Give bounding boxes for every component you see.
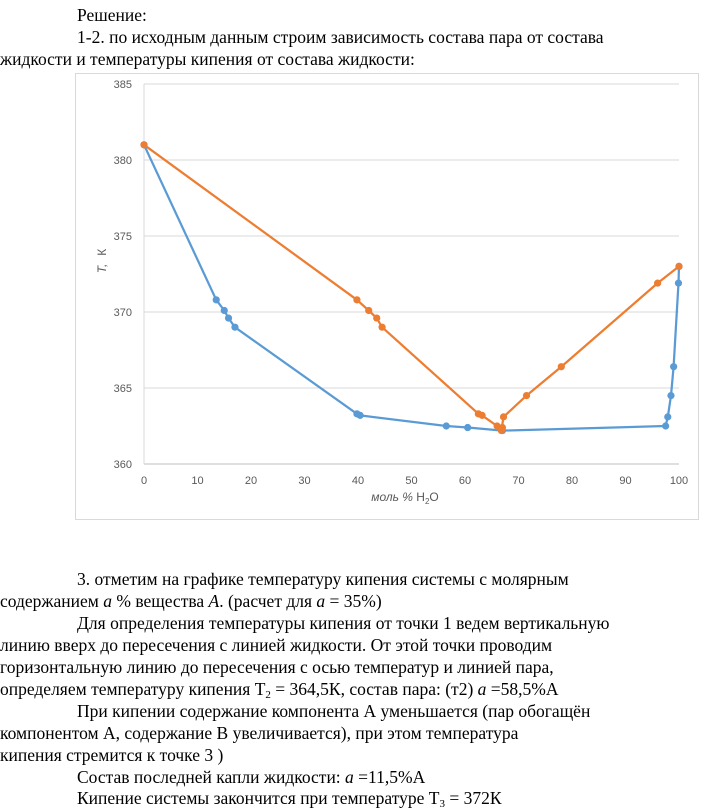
data-point-2 (654, 280, 661, 287)
data-point-2 (675, 263, 682, 270)
data-point-1 (464, 424, 471, 431)
y-axis-label: T,К (95, 248, 109, 274)
paragraph-5-line-3: кипения стремится к точке 3 ) (0, 745, 224, 765)
data-point-2 (523, 392, 530, 399)
data-point-1 (667, 392, 674, 399)
gridlines (144, 84, 679, 464)
paragraph-6: Состав последней капли жидкости: a =11,5%А (77, 767, 426, 787)
paragraph-5-line-2: компонентом А, содержание В увеличивается), при этом температура (0, 723, 519, 743)
x-tick-label: 10 (191, 475, 204, 487)
x-tick-label: 70 (512, 475, 525, 487)
data-point-2 (378, 324, 385, 331)
heading: Решение: (77, 5, 147, 25)
data-point-1 (443, 422, 450, 429)
data-point-2 (498, 427, 505, 434)
y-tick-label: 380 (113, 155, 132, 167)
data-point-1 (670, 363, 677, 370)
paragraph-5-line-1: При кипении содержание компонента А уменьшается (пар обогащён (77, 701, 591, 721)
data-point-1 (221, 307, 228, 314)
x-tick-label: 90 (619, 475, 632, 487)
data-point-2 (140, 141, 147, 148)
y-tick-label: 360 (113, 459, 132, 471)
data-point-1 (213, 296, 220, 303)
x-tick-label: 30 (298, 475, 311, 487)
x-tick-label: 100 (669, 475, 689, 487)
x-tick-label: 80 (565, 475, 579, 487)
y-tick-label: 385 (113, 79, 132, 91)
paragraph-1-line-1: 1-2. по исходным данным строим зависимость состава пара от состава (77, 27, 604, 47)
data-point-2 (365, 307, 372, 314)
data-point-1 (225, 314, 232, 321)
paragraph-3-line-2: содержанием a % вещества A. (расчет для a = 35%) (0, 591, 382, 611)
data-point-2 (500, 413, 507, 420)
data-point-1 (231, 324, 238, 331)
data-point-1 (662, 422, 669, 429)
x-tick-labels (141, 475, 688, 487)
data-point-1 (357, 412, 364, 419)
paragraph-4-line-1: Для определения температуры кипения от точки 1 ведем вертикальную (77, 613, 610, 633)
y-tick-label: 370 (113, 307, 132, 319)
x-axis-label: моль % $H_2O$ (371, 490, 439, 506)
chart-frame (75, 73, 699, 520)
data-point-1 (664, 413, 671, 420)
data-point-2 (558, 363, 565, 370)
x-tick-label: 20 (244, 475, 258, 487)
paragraph-4-line-3: горизонтальную линию до пересечения с осью температур и линией пара, (0, 657, 554, 677)
paragraph-4-line-4: определяем температуру кипения $Т_2 = 364,5К$, состав пара: (т2) a =58,5%А (0, 679, 559, 701)
x-tick-label: 50 (405, 475, 418, 487)
paragraph-1-line-2: жидкости и температуры кипения от состава жидкости: (0, 49, 415, 69)
data-point-2 (353, 296, 360, 303)
boiling-diagram-chart (76, 74, 698, 519)
series-points (140, 141, 682, 434)
y-tick-label: 365 (113, 383, 132, 395)
paragraph-4-line-2: линию вверх до пересечения с линией жидкости. От этой точки проводим (0, 635, 553, 655)
data-point-2 (479, 412, 486, 419)
x-tick-label: 40 (351, 475, 365, 487)
data-point-1 (675, 280, 682, 287)
x-tick-label: 0 (140, 475, 148, 487)
paragraph-7: Кипение системы закончится при температуре $Т_3 = 372К$ (77, 788, 502, 810)
y-tick-label: 375 (113, 231, 132, 243)
data-point-2 (373, 314, 380, 321)
y-tick-labels (114, 79, 132, 471)
x-tick-label: 60 (458, 475, 472, 487)
paragraph-3-line-1: 3. отметим на графике температуру кипения системы с молярным (77, 569, 569, 589)
